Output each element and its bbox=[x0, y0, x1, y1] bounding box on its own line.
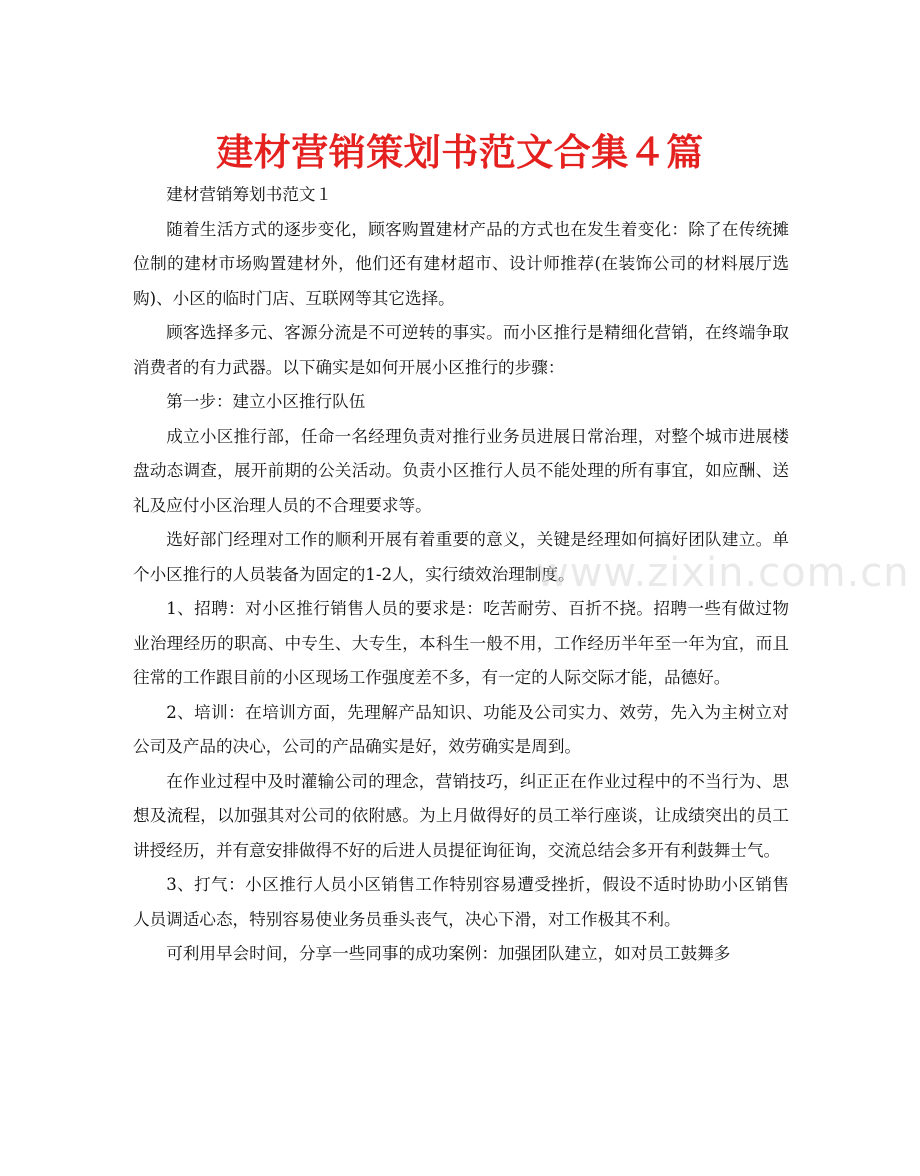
paragraph-training: 2、培训：在培训方面，先理解产品知识、功能及公司实力、效劳，先入为主树立对公司及产品的决心，公司的产品确实是好，效劳确实是周到。 bbox=[133, 702, 789, 756]
paragraph-recruit: 1、招聘：对小区推行销售人员的要求是：吃苦耐劳、百折不挠。招聘一些有做过物业治理经历的职高、中专生、大专生，本科生一般不用，工作经历半年至一年为宜，而且往常的工作跟目前的小区现场工作强度差不多，有一定的人际交际才能，品德好。 bbox=[133, 599, 789, 687]
document-title: 建材营销策划书范文合集４篇 bbox=[216, 130, 704, 174]
paragraph: 随着生活方式的逐步变化，顾客购置建材产品的方式也在发生着变化：除了在传统摊位制的建材市场购置建材外，他们还有建材超市、设计师推荐(在装饰公司的材料展厅选购)、小区的临时门店、互联网等其它选择。 bbox=[133, 219, 789, 308]
paragraph: 可利用早会时间，分享一些同事的成功案例：加强团队建立，如对员工鼓舞多 bbox=[166, 944, 731, 963]
paragraph: 选好部门经理对工作的顺利开展有着重要的意义，关键是经理如何搞好团队建立。单个小区推行的人员装备为固定的1-2人，实行绩效治理制度。 bbox=[133, 530, 789, 584]
paragraph: 成立小区推行部，任命一名经理负责对推行业务员进展日常治理，对整个城市进展楼盘动态调查，展开前期的公关活动。负责小区推行人员不能处理的所有事宜，如应酬、送礼及应付小区治理人员的不合理要求等。 bbox=[133, 426, 789, 515]
paragraph: 顾客选择多元、客源分流是不可逆转的事实。而小区推行是精细化营销，在终端争取消费者的有力武器。以下确实是如何开展小区推行的步骤： bbox=[133, 323, 789, 377]
paragraph-subtitle: 建材营销筹划书范文１ bbox=[166, 185, 333, 204]
paragraph-morale: 3、打气：小区推行人员小区销售工作特别容易遭受挫折，假设不适时协助小区销售人员调适心态，特别容易使业务员垂头丧气，决心下滑，对工作极其不利。 bbox=[133, 875, 789, 929]
paragraph-step-heading: 第一步：建立小区推行队伍 bbox=[166, 392, 366, 411]
watermark: www.zixin.com.cn bbox=[536, 550, 910, 596]
paragraph: 在作业过程中及时灌输公司的理念，营销技巧，纠正正在作业过程中的不当行为、思想及流程，以加强其对公司的依附感。为上月做得好的员工举行座谈，让成绩突出的员工讲授经历，并有意安排做得不好的后进人员提征询征询，交流总结会多开有利鼓舞士气。 bbox=[133, 771, 789, 860]
